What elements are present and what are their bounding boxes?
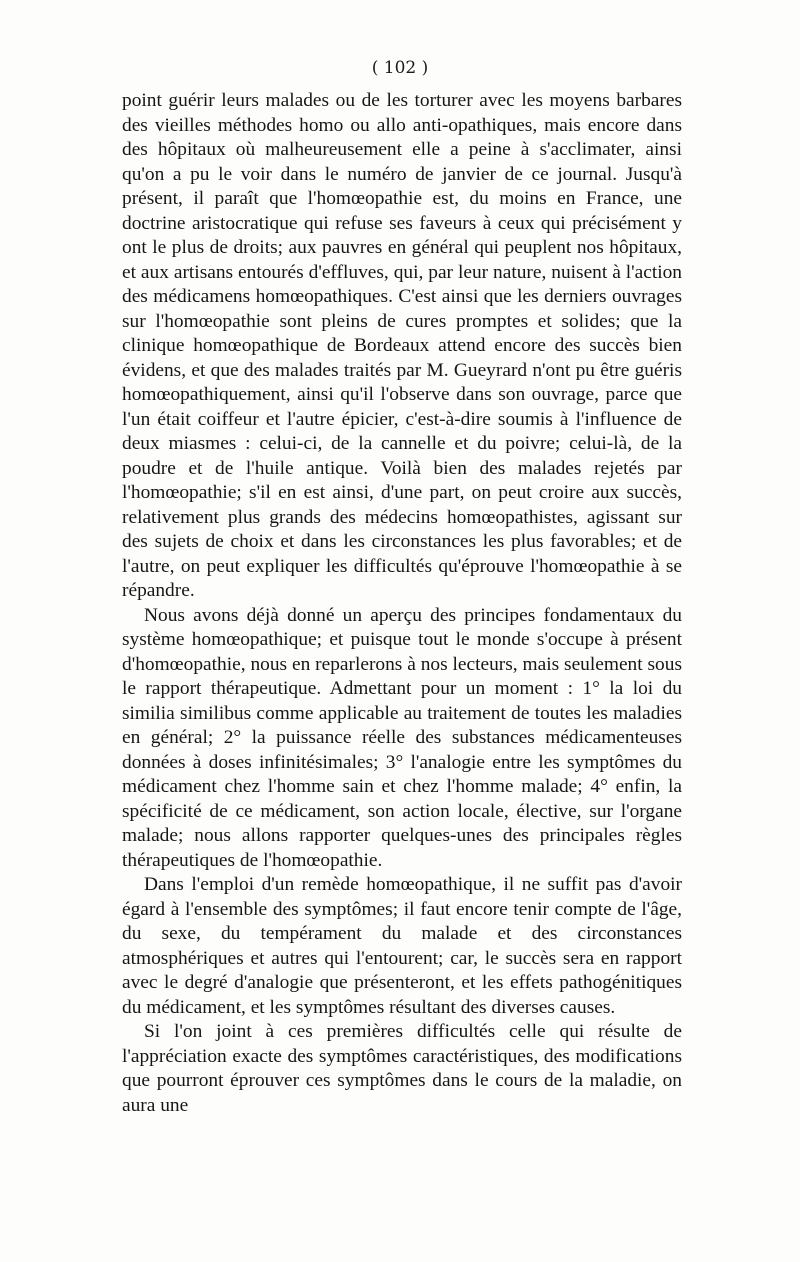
- body-text: [122, 89, 682, 1118]
- paragraph-3: Dans l'emploi d'un remède homœopathique, il ne suffit pas d'avoir égard à l'ensemble des symptômes; il faut encore tenir compte de l'âge, du sexe, du tempérament du malade et des circonstances atmosphériques et autres qui l'entourent; car, le succès sera en rapport avec le degré d'analogie que présenteront, et les effets pathogénitiques du médicament, et les symptômes résultant des diverses causes.: [122, 874, 682, 1018]
- page-number: ( 102 ): [371, 58, 429, 78]
- paragraph-1: point guérir leurs malades ou de les torturer avec les moyens barbares des vieilles méthodes homo ou allo anti-opathiques, mais encore dans des hôpitaux où malheureusement elle a peine à s'acclimater, ainsi qu'on a pu le voir dans le numéro de janvier de ce journal. Jusqu'à présent, il paraît que l'homœopathie est, du moins en France, une doctrine aristocratique qui refuse ses faveurs à ceux qui précisément y ont le plus de droits; aux pauvres en général qui peuplent nos hôpitaux, et aux artisans entourés d'effluves, qui, par leur nature, nuisent à l'action des médicamens homœopathiques. C'est ainsi que les derniers ouvrages sur l'homœopathie sont pleins de cures promptes et solides; que la clinique homœopathique de Bordeaux attend encore des succès bien évidens, et que des malades traités par M. Gueyrard n'ont pu être guéris homœopathiquement, ainsi qu'il l'observe dans son ouvrage, parce que l'un était coiffeur et l'autre épicier, c'est-à-dire soumis à l'influence de deux miasmes : celui-ci, de la cannelle et du poivre; celui-là, de la poudre et de l'huile antique. Voilà bien des malades rejetés par l'homœopathie; s'il en est ainsi, d'une part, on peut croire aux succès, relativement plus grands des médecins homœopathistes, agissant sur des sujets de choix et dans les circonstances les plus favorables; et de l'autre, on peut expliquer les difficultés qu'éprouve l'homœopathie à se répandre.: [122, 90, 682, 601]
- paragraph-2: Nous avons déjà donné un aperçu des principes fondamentaux du système homœopathique; et puisque tout le monde s'occupe à présent d'homœopathie, nous en reparlerons à nos lecteurs, mais seulement sous le rapport thérapeutique. Admettant pour un moment : 1° la loi du similia similibus comme applicable au traitement de toutes les maladies en général; 2° la puissance réelle des substances médicamenteuses données à doses infinitésimales; 3° l'analogie entre les symptômes du médicament chez l'homme sain et chez l'homme malade; 4° enfin, la spécificité de ce médicament, son action locale, élective, sur l'organe malade; nous allons rapporter quelques-unes des principales règles thérapeutiques de l'homœopathie.: [122, 604, 682, 871]
- paragraph-4: Si l'on joint à ces premières difficultés celle qui résulte de l'appréciation exacte des symptômes caractéristiques, des modifications que pourront éprouver ces symptômes dans le cours de la maladie, on aura une: [122, 1021, 682, 1116]
